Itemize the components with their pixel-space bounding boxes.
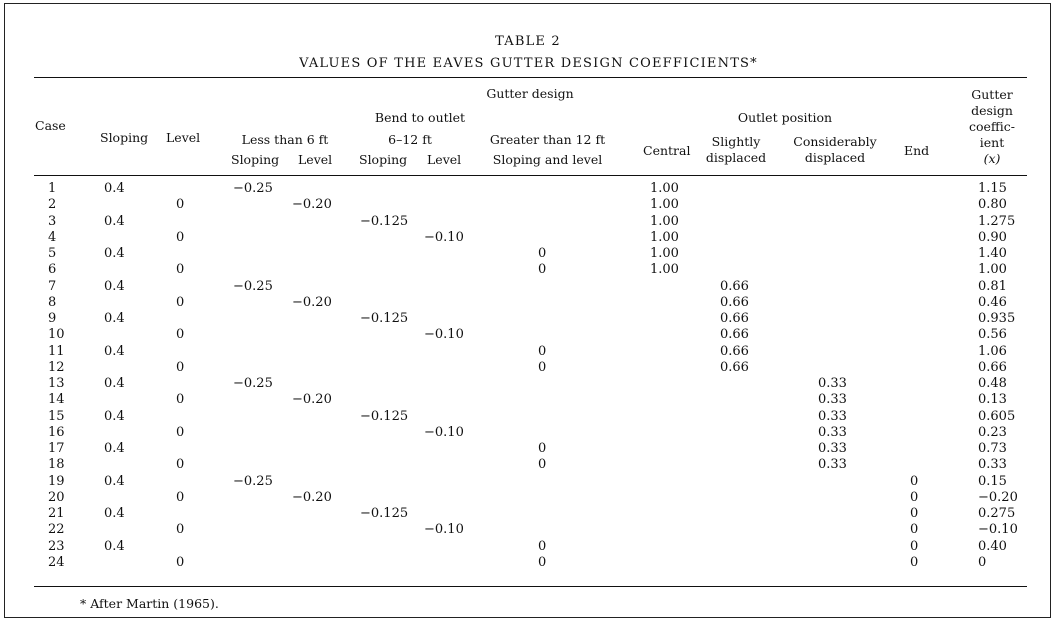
cell-l6s: −0.25 <box>233 181 273 196</box>
cell-level: 0 <box>176 359 185 375</box>
cell-m6s: −0.125 <box>360 311 409 326</box>
table-label: TABLE 2 <box>495 34 561 49</box>
cell-slight: 0.66 <box>720 343 749 359</box>
cell-level: 0 <box>176 392 185 408</box>
header-considerably-2: displaced <box>804 150 866 165</box>
header-considerably-1: Considerably <box>793 134 877 149</box>
cell-end: 0 <box>910 522 919 538</box>
header-slightly-1: Slightly <box>711 134 761 149</box>
cell-central: 1.00 <box>650 197 679 213</box>
cell-x: 1.40 <box>978 246 1007 261</box>
table-title: VALUES OF THE EAVES GUTTER DESIGN COEFFICIENTS* <box>299 56 758 71</box>
cell-x: 1.00 <box>978 262 1007 278</box>
cell-l6s: −0.25 <box>233 278 273 294</box>
header-coef-2: design <box>971 103 1013 118</box>
cell-x: 1.275 <box>978 213 1016 229</box>
header-6-12-level: Level <box>427 152 462 167</box>
cell-end: 0 <box>910 506 919 521</box>
cell-x: 0 <box>978 554 987 570</box>
table-bottom-rule <box>34 586 1027 587</box>
cell-case: 2 <box>48 197 57 213</box>
cell-case: 1 <box>48 181 57 196</box>
cell-g12: 0 <box>538 538 547 554</box>
cell-central: 1.00 <box>650 246 679 261</box>
cell-sloping: 0.4 <box>104 246 125 261</box>
cell-case: 16 <box>48 424 65 440</box>
cell-x: 0.13 <box>978 392 1007 408</box>
cell-sloping: 0.4 <box>104 278 125 294</box>
cell-sloping: 0.4 <box>104 506 125 521</box>
cell-m6l: −0.10 <box>424 229 464 245</box>
cell-m6l: −0.10 <box>424 327 464 343</box>
cell-sloping: 0.4 <box>104 311 125 326</box>
cell-case: 20 <box>48 489 65 505</box>
header-coef-4: ient <box>979 135 1005 150</box>
cell-slight: 0.66 <box>720 327 749 343</box>
cell-x: 0.90 <box>978 229 1007 245</box>
cell-m6l: −0.10 <box>424 522 464 538</box>
cell-end: 0 <box>910 489 919 505</box>
cell-central: 1.00 <box>650 181 679 196</box>
cell-case: 23 <box>48 538 65 554</box>
cell-consid: 0.33 <box>818 408 847 424</box>
cell-level: 0 <box>176 554 185 570</box>
header-outlet-position: Outlet position <box>737 110 833 125</box>
cell-central: 1.00 <box>650 229 679 245</box>
cell-consid: 0.33 <box>818 457 847 473</box>
cell-consid: 0.33 <box>818 376 847 391</box>
cell-g12: 0 <box>538 359 547 375</box>
cell-m6s: −0.125 <box>360 213 409 229</box>
cell-g12: 0 <box>538 457 547 473</box>
cell-end: 0 <box>910 538 919 554</box>
cell-g12: 0 <box>538 441 547 456</box>
cell-case: 9 <box>48 311 57 326</box>
header-sloping: Sloping <box>100 130 149 145</box>
cell-g12: 0 <box>538 554 547 570</box>
cell-x: 0.48 <box>978 376 1007 391</box>
cell-sloping: 0.4 <box>104 181 125 196</box>
cell-level: 0 <box>176 197 185 213</box>
cell-case: 22 <box>48 522 65 538</box>
cell-l6l: −0.20 <box>292 392 332 408</box>
cell-case: 5 <box>48 246 57 261</box>
cell-case: 6 <box>48 262 57 278</box>
cell-x: 0.56 <box>978 327 1007 343</box>
cell-sloping: 0.4 <box>104 538 125 554</box>
cell-case: 13 <box>48 376 65 391</box>
header-coef-1: Gutter <box>971 87 1013 102</box>
header-case: Case <box>35 118 66 133</box>
cell-slight: 0.66 <box>720 278 749 294</box>
cell-case: 18 <box>48 457 65 473</box>
header-end: End <box>904 143 930 158</box>
cell-l6l: −0.20 <box>292 197 332 213</box>
cell-x: 0.81 <box>978 278 1007 294</box>
cell-x: 0.23 <box>978 424 1007 440</box>
cell-case: 3 <box>48 213 57 229</box>
cell-x: 0.935 <box>978 311 1016 326</box>
cell-level: 0 <box>176 457 185 473</box>
cell-case: 7 <box>48 278 57 294</box>
cell-case: 11 <box>48 343 65 359</box>
header-slightly-2: displaced <box>705 150 767 165</box>
cell-sloping: 0.4 <box>104 376 125 391</box>
cell-central: 1.00 <box>650 213 679 229</box>
cell-slight: 0.66 <box>720 311 749 326</box>
cell-case: 19 <box>48 473 65 489</box>
header-top-rule <box>34 77 1027 78</box>
header-bottom-rule <box>34 175 1027 176</box>
cell-case: 10 <box>48 327 65 343</box>
header-bend-to-outlet: Bend to outlet <box>374 110 466 125</box>
cell-g12: 0 <box>538 246 547 261</box>
cell-l6s: −0.25 <box>233 473 273 489</box>
cell-sloping: 0.4 <box>104 408 125 424</box>
header-greater-12-sub: Sloping and level <box>492 152 603 167</box>
header-level: Level <box>166 130 201 145</box>
header-coef-3: coeffic- <box>968 119 1016 134</box>
cell-x: 1.15 <box>978 181 1007 196</box>
cell-level: 0 <box>176 327 185 343</box>
cell-x: 0.33 <box>978 457 1007 473</box>
cell-consid: 0.33 <box>818 424 847 440</box>
cell-consid: 0.33 <box>818 441 847 456</box>
cell-g12: 0 <box>538 343 547 359</box>
header-less-than-6-level: Level <box>298 152 333 167</box>
cell-case: 8 <box>48 294 57 310</box>
cell-case: 17 <box>48 441 65 456</box>
cell-l6l: −0.20 <box>292 294 332 310</box>
cell-level: 0 <box>176 294 185 310</box>
header-less-than-6-sloping: Sloping <box>231 152 280 167</box>
cell-case: 21 <box>48 506 65 521</box>
header-coef-5: (x) <box>983 151 1001 166</box>
cell-x: 1.06 <box>978 343 1007 359</box>
cell-level: 0 <box>176 522 185 538</box>
cell-x: 0.80 <box>978 197 1007 213</box>
cell-case: 4 <box>48 229 57 245</box>
cell-m6s: −0.125 <box>360 506 409 521</box>
cell-x: 0.15 <box>978 473 1007 489</box>
cell-level: 0 <box>176 489 185 505</box>
header-6-12: 6–12 ft <box>388 132 432 147</box>
footnote: * After Martin (1965). <box>80 596 219 611</box>
cell-l6l: −0.20 <box>292 489 332 505</box>
cell-x: −0.20 <box>978 489 1018 505</box>
header-central: Central <box>643 143 691 158</box>
cell-level: 0 <box>176 424 185 440</box>
cell-g12: 0 <box>538 262 547 278</box>
cell-level: 0 <box>176 229 185 245</box>
cell-case: 15 <box>48 408 65 424</box>
cell-consid: 0.33 <box>818 392 847 408</box>
cell-x: 0.73 <box>978 441 1007 456</box>
header-greater-12: Greater than 12 ft <box>489 132 606 147</box>
cell-sloping: 0.4 <box>104 343 125 359</box>
cell-x: −0.10 <box>978 522 1018 538</box>
header-less-than-6: Less than 6 ft <box>241 132 329 147</box>
cell-sloping: 0.4 <box>104 441 125 456</box>
cell-m6s: −0.125 <box>360 408 409 424</box>
cell-slight: 0.66 <box>720 359 749 375</box>
cell-slight: 0.66 <box>720 294 749 310</box>
cell-x: 0.275 <box>978 506 1016 521</box>
cell-case: 12 <box>48 359 65 375</box>
cell-sloping: 0.4 <box>104 213 125 229</box>
cell-level: 0 <box>176 262 185 278</box>
header-gutter-design: Gutter design <box>486 86 574 101</box>
cell-x: 0.46 <box>978 294 1007 310</box>
header-6-12-sloping: Sloping <box>359 152 408 167</box>
cell-l6s: −0.25 <box>233 376 273 391</box>
cell-end: 0 <box>910 473 919 489</box>
cell-x: 0.40 <box>978 538 1007 554</box>
cell-case: 14 <box>48 392 65 408</box>
cell-end: 0 <box>910 554 919 570</box>
cell-m6l: −0.10 <box>424 424 464 440</box>
cell-central: 1.00 <box>650 262 679 278</box>
cell-case: 24 <box>48 554 65 570</box>
cell-x: 0.605 <box>978 408 1016 424</box>
cell-x: 0.66 <box>978 359 1007 375</box>
cell-sloping: 0.4 <box>104 473 125 489</box>
